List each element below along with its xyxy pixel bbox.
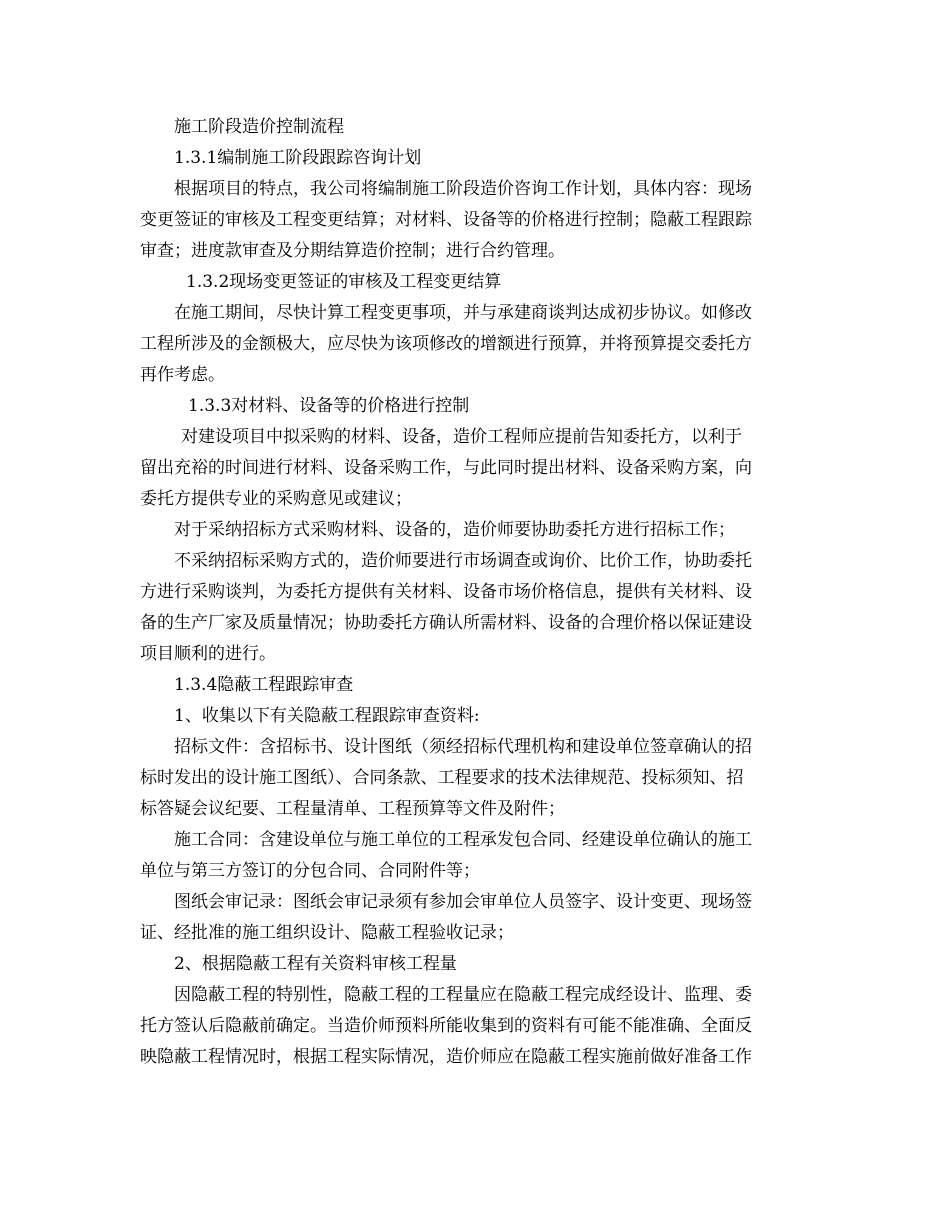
paragraph-line: 因隐蔽工程的特别性，隐蔽工程的工程量应在隐蔽工程完成经设计、监理、委 — [174, 985, 752, 1005]
paragraph-line: 标答疑会议纪要、工程量清单、工程预算等文件及附件； — [140, 799, 565, 819]
paragraph-line: 备的生产厂家及质量情况；协助委托方确认所需材料、设备的合理价格以保证建设 — [140, 613, 752, 633]
heading-1-3-1: 1.3.1编制施工阶段跟踪咨询计划 — [174, 148, 422, 168]
list-heading: 2、根据隐蔽工程有关资料审核工程量 — [174, 954, 457, 974]
paragraph-line: 招标文件：含招标书、设计图纸（须经招标代理机构和建设单位签章确认的招 — [174, 737, 752, 757]
heading-1-3-4: 1.3.4隐蔽工程跟踪审查 — [174, 675, 354, 695]
paragraph-line: 不采纳招标采购方式的，造价师要进行市场调查或询价、比价工作，协助委托 — [174, 551, 752, 571]
document-page — [140, 112, 814, 1073]
paragraph-line: 方进行采购谈判，为委托方提供有关材料、设备市场价格信息，提供有关材料、设 — [140, 582, 752, 602]
paragraph-line: 图纸会审记录：图纸会审记录须有参加会审单位人员签字、设计变更、现场签 — [174, 892, 752, 912]
paragraph-line: 委托方提供专业的采购意见或建议； — [140, 489, 412, 509]
paragraph-line: 对于采纳招标方式采购材料、设备的，造价师要协助委托方进行招标工作； — [174, 520, 735, 540]
paragraph-line: 根据项目的特点，我公司将编制施工阶段造价咨询工作计划，具体内容：现场 — [174, 179, 752, 199]
paragraph-line: 在施工期间，尽快计算工程变更事项，并与承建商谈判达成初步协议。如修改 — [174, 303, 752, 323]
paragraph-line: 项目顺利的进行。 — [140, 644, 276, 664]
section-title: 施工阶段造价控制流程 — [174, 117, 344, 137]
heading-1-3-3: 1.3.3对材料、设备等的价格进行控制 — [188, 396, 470, 416]
paragraph-line: 工程所涉及的金额极大，应尽快为该项修改的增额进行预算，并将预算提交委托方 — [140, 334, 752, 354]
paragraph-line: 单位与第三方签订的分包合同、合同附件等； — [140, 861, 480, 881]
paragraph-line: 审查；进度款审查及分期结算造价控制；进行合约管理。 — [140, 241, 565, 261]
heading-1-3-2: 1.3.2现场变更签证的审核及工程变更结算 — [186, 272, 502, 292]
paragraph-line: 留出充裕的时间进行材料、设备采购工作，与此同时提出材料、设备采购方案，向 — [140, 458, 752, 478]
paragraph-line: 映隐蔽工程情况时，根据工程实际情况，造价师应在隐蔽工程实施前做好准备工作 — [140, 1047, 752, 1067]
paragraph-line: 施工合同：含建设单位与施工单位的工程承发包合同、经建设单位确认的施工 — [174, 830, 752, 850]
paragraph-line: 再作考虑。 — [140, 365, 225, 385]
paragraph-line: 证、经批准的施工组织设计、隐蔽工程验收记录； — [140, 923, 514, 943]
paragraph-line: 托方签认后隐蔽前确定。当造价师预料所能收集到的资料有可能不能准确、全面反 — [140, 1016, 752, 1036]
list-heading: 1、收集以下有关隐蔽工程跟踪审查资料: — [174, 706, 480, 726]
paragraph-line: 标时发出的设计施工图纸）、合同条款、工程要求的技术法律规范、投标须知、招 — [140, 768, 744, 788]
paragraph-line: 变更签证的审核及工程变更结算；对材料、设备等的价格进行控制；隐蔽工程跟踪 — [140, 210, 752, 230]
paragraph-line: 对建设项目中拟采购的材料、设备，造价工程师应提前告知委托方，以利于 — [181, 427, 742, 447]
